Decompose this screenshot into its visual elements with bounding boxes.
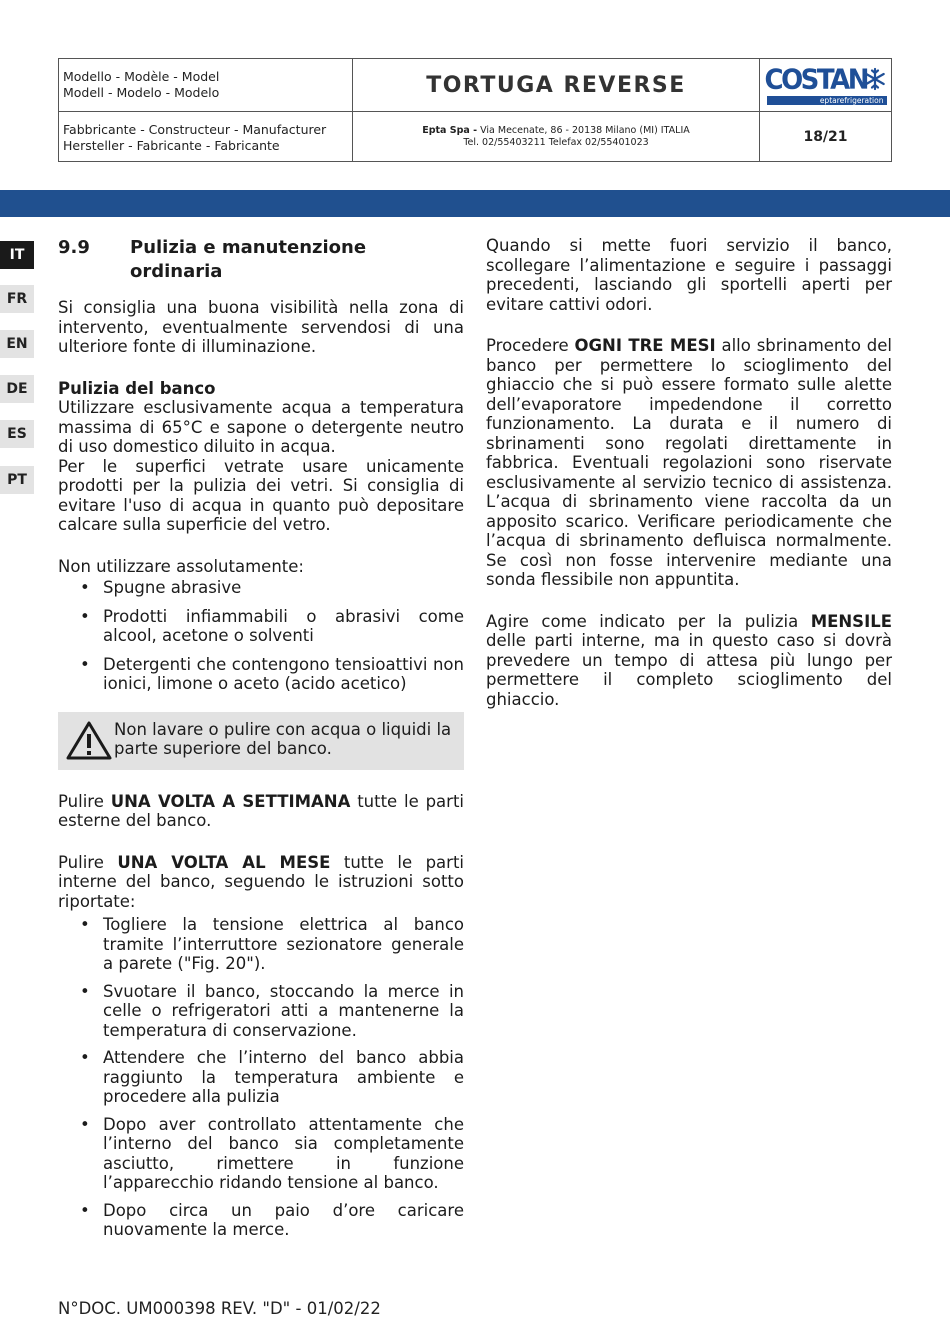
logo-subtitle: eptarefrigeration xyxy=(767,96,887,105)
snowflake-icon xyxy=(863,67,887,91)
header-band xyxy=(0,190,950,217)
logo-wordmark: COSTAN xyxy=(764,64,868,96)
lang-tab-es[interactable]: ES xyxy=(0,420,34,448)
paragraph: Per le superfici vetrate usare unicamente prodotti per la pulizia dei vetri. Si consiglia di evitare l'uso di acqua in quanto può depositare calcare sulla superficie del vetro. xyxy=(58,456,464,534)
model-title: TORTUGA REVERSE xyxy=(353,59,760,112)
lang-tab-en[interactable]: EN xyxy=(0,330,34,358)
list-item: • Svuotare il banco, stoccando la merce in celle o refrigeratori atti a mantenerne la temperatura di conservazione. xyxy=(78,982,464,1041)
list-item: • Dopo circa un paio d’ore caricare nuovamente la merce. xyxy=(78,1201,464,1240)
lang-tab-pt[interactable]: PT xyxy=(0,466,34,494)
monthly-paragraph: Pulire UNA VOLTA AL MESE tutte le parti interne del banco, seguendo le istruzioni sotto riportate: xyxy=(58,852,464,911)
warning-text: Non lavare o pulire con acqua o liquidi la parte superiore del banco. xyxy=(114,719,452,758)
monthly-defrost-paragraph: Agire come indicato per la pulizia MENSILE delle parti interne, ma in questo caso si dovrà prevedere un tempo di attesa più lungo per permettere il completo scioglimento del ghiaccio. xyxy=(486,611,892,709)
document-number: N°DOC. UM000398 REV. "D" - 01/02/22 xyxy=(58,1299,381,1318)
list-item: • Prodotti infiammabili o abrasivi come alcool, acetone o solventi xyxy=(78,607,464,646)
section-heading xyxy=(58,236,464,284)
defrost-paragraph: Procedere OGNI TRE MESI allo sbrinamento del banco per permettere lo scioglimento del ghiaccio che si può essere formato sulle alette dell’evaporatore impedendone il corretto funzionamento. La durata e il numero di sbrinamenti sono regolati direttamente in fabbrica. Eventuali regolazioni sono riservate esclusivamente al servizio tecnico di assistenza. L’acqua di sbrinamento viene raccolta da un apposito scarico. Verificare periodicamente che l’acqua di sbrinamento defluisca normalmente. Se così non fosse intervenire mediante una sonda flessibile non appuntita. xyxy=(486,336,893,589)
brand-logo xyxy=(760,59,891,112)
manufacturer-address: Epta Spa - Via Mecenate, 86 - 20138 Milano (MI) ITALIA Tel. 02/55403211 Telefax 02/55401023 xyxy=(353,112,760,161)
model-label: Modello - Modèle - Model Modell - Modelo - Modelo xyxy=(59,59,353,112)
section-title: Pulizia e manutenzione ordinaria xyxy=(130,237,367,282)
paragraph: Utilizzare esclusivamente acqua a temperatura massima di 65°C e sapone o detergente neutro di uso domestico diluito in acqua. xyxy=(58,398,464,456)
warning-box xyxy=(58,712,464,770)
section-number: 9.9 xyxy=(58,237,90,258)
subsection-title: Pulizia del banco xyxy=(58,378,216,398)
list-item: • Detergenti che contengono tensioattivi non ionici, limone o aceto (acido acetico) xyxy=(78,655,464,694)
intro-paragraph: Si consiglia una buona visibilità nella zona di intervento, eventualmente servendosi di una ulteriore fonte di illuminazione. xyxy=(58,298,464,356)
left-column xyxy=(58,236,464,1240)
list-item: • Togliere la tensione elettrica al banco tramite l’interruttore sezionatore generale a parete ("Fig. 20"). xyxy=(78,915,464,974)
list-item: • Dopo aver controllato attentamente che l’interno del banco sia completamente asciutto, rimettere in funzione l’apparecchio ridando tensione al banco. xyxy=(78,1115,464,1193)
lang-tab-fr[interactable]: FR xyxy=(0,285,34,313)
page-number: 18/21 xyxy=(803,128,848,145)
list-item: • Spugne abrasive xyxy=(78,578,464,598)
document-header xyxy=(58,58,892,162)
warning-icon xyxy=(64,720,114,760)
lang-tab-it[interactable]: IT xyxy=(0,241,34,269)
manufacturer-label: Fabbricante - Constructeur - Manufacturer Hersteller - Fabricante - Fabricante xyxy=(59,112,353,161)
paragraph: Quando si mette fuori servizio il banco, scollegare l’alimentazione e seguire i passaggi precedenti, lasciando gli sportelli aperti per evitare cattivi odori. xyxy=(486,236,892,314)
weekly-paragraph: Pulire UNA VOLTA A SETTIMANA tutte le parti esterne del banco. xyxy=(58,791,464,830)
right-column xyxy=(486,236,892,709)
lang-tab-de[interactable]: DE xyxy=(0,375,34,403)
prohibited-list xyxy=(78,578,464,694)
list-intro: Non utilizzare assolutamente: xyxy=(58,556,304,576)
list-item: • Attendere che l’interno del banco abbia raggiunto la temperatura ambiente e procedere alla pulizia xyxy=(78,1048,464,1107)
monthly-steps-list xyxy=(78,915,464,1240)
